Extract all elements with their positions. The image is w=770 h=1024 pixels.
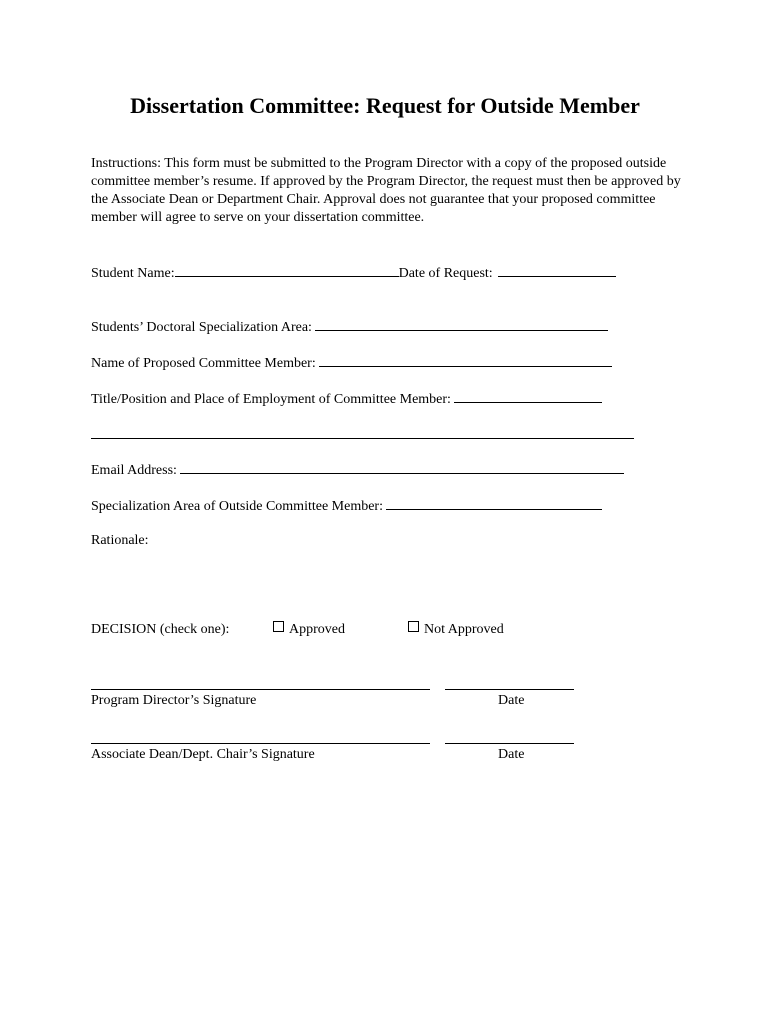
program-director-signature-label: Program Director’s Signature <box>91 693 257 708</box>
outside-specialization-field[interactable] <box>386 496 602 510</box>
title-position-continuation-field[interactable] <box>91 438 634 439</box>
student-name-row <box>91 263 616 283</box>
student-name-field[interactable] <box>175 263 399 277</box>
rationale-label: Rationale: <box>91 533 149 548</box>
title-position-field[interactable] <box>454 389 602 403</box>
associate-dean-signature-label: Associate Dean/Dept. Chair’s Signature <box>91 747 315 762</box>
decision-label: DECISION (check one): <box>91 622 230 637</box>
title-position-label: Title/Position and Place of Employment of Committee Member: <box>91 392 451 407</box>
approved-option[interactable] <box>273 621 345 639</box>
specialization-row <box>91 317 608 337</box>
not-approved-option[interactable] <box>408 621 504 639</box>
date-of-request-field[interactable] <box>498 263 616 277</box>
program-director-date-field[interactable] <box>445 689 574 690</box>
approved-label: Approved <box>289 622 345 637</box>
form-title: Dissertation Committee: Request for Outside Member <box>130 93 640 118</box>
outside-specialization-label: Specialization Area of Outside Committee Member: <box>91 499 383 514</box>
approved-checkbox[interactable] <box>273 621 284 632</box>
email-row <box>91 460 624 480</box>
not-approved-label: Not Approved <box>424 622 504 637</box>
associate-dean-date-label: Date <box>498 747 525 762</box>
specialization-field[interactable] <box>315 317 608 331</box>
program-director-date-label: Date <box>498 693 525 708</box>
specialization-label: Students’ Doctoral Specialization Area: <box>91 320 312 335</box>
proposed-member-label: Name of Proposed Committee Member: <box>91 356 316 371</box>
outside-specialization-row <box>91 496 602 516</box>
proposed-member-row <box>91 353 612 373</box>
date-of-request-label: Date of Request: <box>398 266 493 281</box>
program-director-signature-field[interactable] <box>91 689 430 690</box>
associate-dean-signature-field[interactable] <box>91 743 430 744</box>
not-approved-checkbox[interactable] <box>408 621 419 632</box>
email-field[interactable] <box>180 460 624 474</box>
student-name-label: Student Name: <box>91 266 175 281</box>
title-position-row <box>91 389 602 409</box>
rationale-row <box>91 532 149 550</box>
associate-dean-date-field[interactable] <box>445 743 574 744</box>
instructions-text: Instructions: This form must be submitted to the Program Director with a copy of the proposed outside committee member’s resume. If approved by the Program Director, the request must then be approved by the Associate Dean or Department Chair. Approval does not guarantee that your proposed committee member will agree to serve on your dissertation committee. <box>91 156 681 225</box>
proposed-member-field[interactable] <box>319 353 612 367</box>
email-label: Email Address: <box>91 463 177 478</box>
decision-row <box>91 621 591 639</box>
